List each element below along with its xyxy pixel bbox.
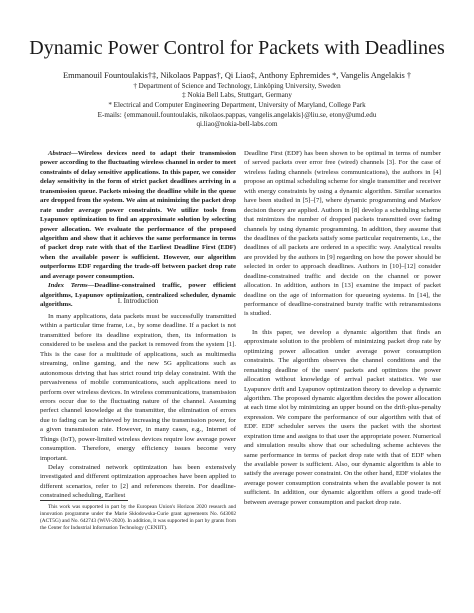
abstract-label: Abstract	[48, 150, 72, 157]
footnote-rule	[40, 500, 128, 501]
related-work-paragraph: Deadline First (EDF) has been shown to be optimal in terms of number of served packets over error free (wired) channels [3]. For the case of wireless fading channels (wireless communications), the authors in [4] propose an optimal scheduling scheme for single transmitter and receiver with energy constraints by using a dynamic algorithm. Similar scenarios have been studied in [5]–[7], where dynamic programming and Markov decision theory are applied. Authors in [8] develop a scheduling scheme that minimizes the number of dropped packets transmitted over fading channels by using dynamic programming. In addition, they assume that the deadlines of the packets satisfy some particular requirements, i.e., the deadlines of all packets are ordered in a specific way. Analytical results are provided by the authors in [9] regarding on how the power should be selected in order to approach deadlines. Authors in [10]–[12] consider deadline-constrained traffic and decide on the channel or power allocation. In addition, authors in [13] examine the impact of packet deadline on the age of information for queueing systems. In [14], the performance of deadline-constrained bursty traffic with retransmissions is studied.	[244, 150, 441, 318]
footnote-text: This work was supported in part by the European Union's Horizon 2020 research and innovation programme under the Marie Skłodowska-Curie grant agreements No. 643002 (ACT5G) and No. 642743 (WiVi-2020). In addition, it was supported in part by grants from the Center for Industrial Information Technology (CENIIT).	[40, 504, 236, 532]
author-list: Emmanouil Fountoulakis†‡, Nikolaos Pappas†, Qi Liao‡, Anthony Ephremides *, Vangelis Angelakis †	[62, 71, 412, 80]
abstract-text: —Wireless devices need to adapt their transmission power according to the fluctuating wireless channel in order to meet constraints of delay sensitive applications. In this paper, we consider delay sensitivity in the form of strict packet deadlines arriving in a transmission queue. Packets missing the deadline while in the queue are dropped from the system. We aim at minimizing the packet drop rate under average power constraints. We utilize tools from Lyapunov optimization to find an approximate solution by selecting power allocation. We evaluate the performance of the proposed algorithm and show that it achieves the same performance in terms of packet drop rate with that of the Earliest Deadline First (EDF) when the available power is sufficient. However, our algorithm outperforms EDF regarding the trade-off between packet drop rate and average power consumption.	[40, 150, 236, 280]
paper-title: Dynamic Power Control for Packets with Deadlines	[29, 37, 445, 59]
introduction-right	[244, 149, 441, 507]
affiliation-umd: * Electrical and Computer Engineering Department, University of Maryland, College Park	[108, 101, 366, 109]
abstract	[40, 149, 236, 281]
section-heading-introduction: I. Introduction	[117, 297, 159, 305]
email-line: E-mails: {emmanouil.fountoulakis, nikolaos.pappas, vangelis.angelakis}@liu.se, etony@umd.edu	[97, 111, 377, 119]
affiliation-liu: † Department of Science and Technology, Linköping University, Sweden	[133, 82, 341, 90]
index-terms-label: Index Terms	[48, 282, 88, 290]
email-line-2: qi.liao@nokia-bell-labs.com	[196, 120, 278, 128]
introduction-left	[40, 312, 236, 501]
abstract-block	[40, 149, 236, 309]
intro-paragraph-1: In many applications, data packets must be successfully transmitted within a particular time frame, i.e., by some deadline. If a packet is not transmitted before its deadline expiration, then, its information is considered to be useless and the packet is removed from the system [1]. This is the case for a multitude of applications, such as multimedia streaming, online gaming, and the new 5G applications such as autonomous driving that has strict round trip delay constraint. With the pervasiveness of mobile communications, such applications need to perform over wireless devices. In wireless communications, transmission errors occur due to the fluctuating nature of the channel. Assuming perfect channel knowledge at the transmitter, the elimination of errors due to fading can be achieved by increasing the transmission power, for a given transmission rate. However, in many cases, e.g., Internet of Things (IoT), power-limited wireless devices require low average power consumption. Therefore, energy efficiency issues become very important.	[40, 313, 236, 462]
intro-paragraph-2: Delay constrained network optimization has been extensively investigated and different optimization approaches have been applied to different scenarios, refer to [2] and references therein. For deadline-constrained scheduling, Earliest	[40, 464, 236, 500]
funding-footnote	[40, 504, 236, 532]
affiliation-nokia: ‡ Nokia Bell Labs, Stuttgart, Germany	[182, 91, 292, 99]
index-terms-text: —Deadline-constrained traffic, power efficient algorithms, Lyapunov optimization, centralized scheduler, dynamic algorithms.	[40, 282, 236, 308]
contribution-paragraph: In this paper, we develop a dynamic algorithm that finds an approximate solution to the problem of minimizing packet drop rate by optimizing power allocation under average power consumption constraints. The algorithm observes the channel conditions and the remaining deadline of the users' packets and optimizes the power allocation without knowledge of arrival packet statistics. We use Lyapunov drift and Lyapunov optimization theory to develop a dynamic algorithm. The proposed dynamic algorithm decides the power allocation at each time slot by minimizing an upper bound on the drift-plus-penalty expression. We compare the performance of our algorithm with that of EDF. EDF scheduler serves the users the packet with the shortest expiration time and assigns to that user the appropriate power. Numerical and simulation results show that our scheduling scheme achieves the same performance in terms of packet drop rate with that of EDF when the available power is sufficient. Also, our dynamic algorithm is able to satisfy the average power constraint. On the other hand, EDF violates the average power consumption constraints when the available power is not sufficient. In addition, our dynamic algorithm offers a good trade-off between average power consumption and packet drop rate.	[244, 328, 441, 506]
